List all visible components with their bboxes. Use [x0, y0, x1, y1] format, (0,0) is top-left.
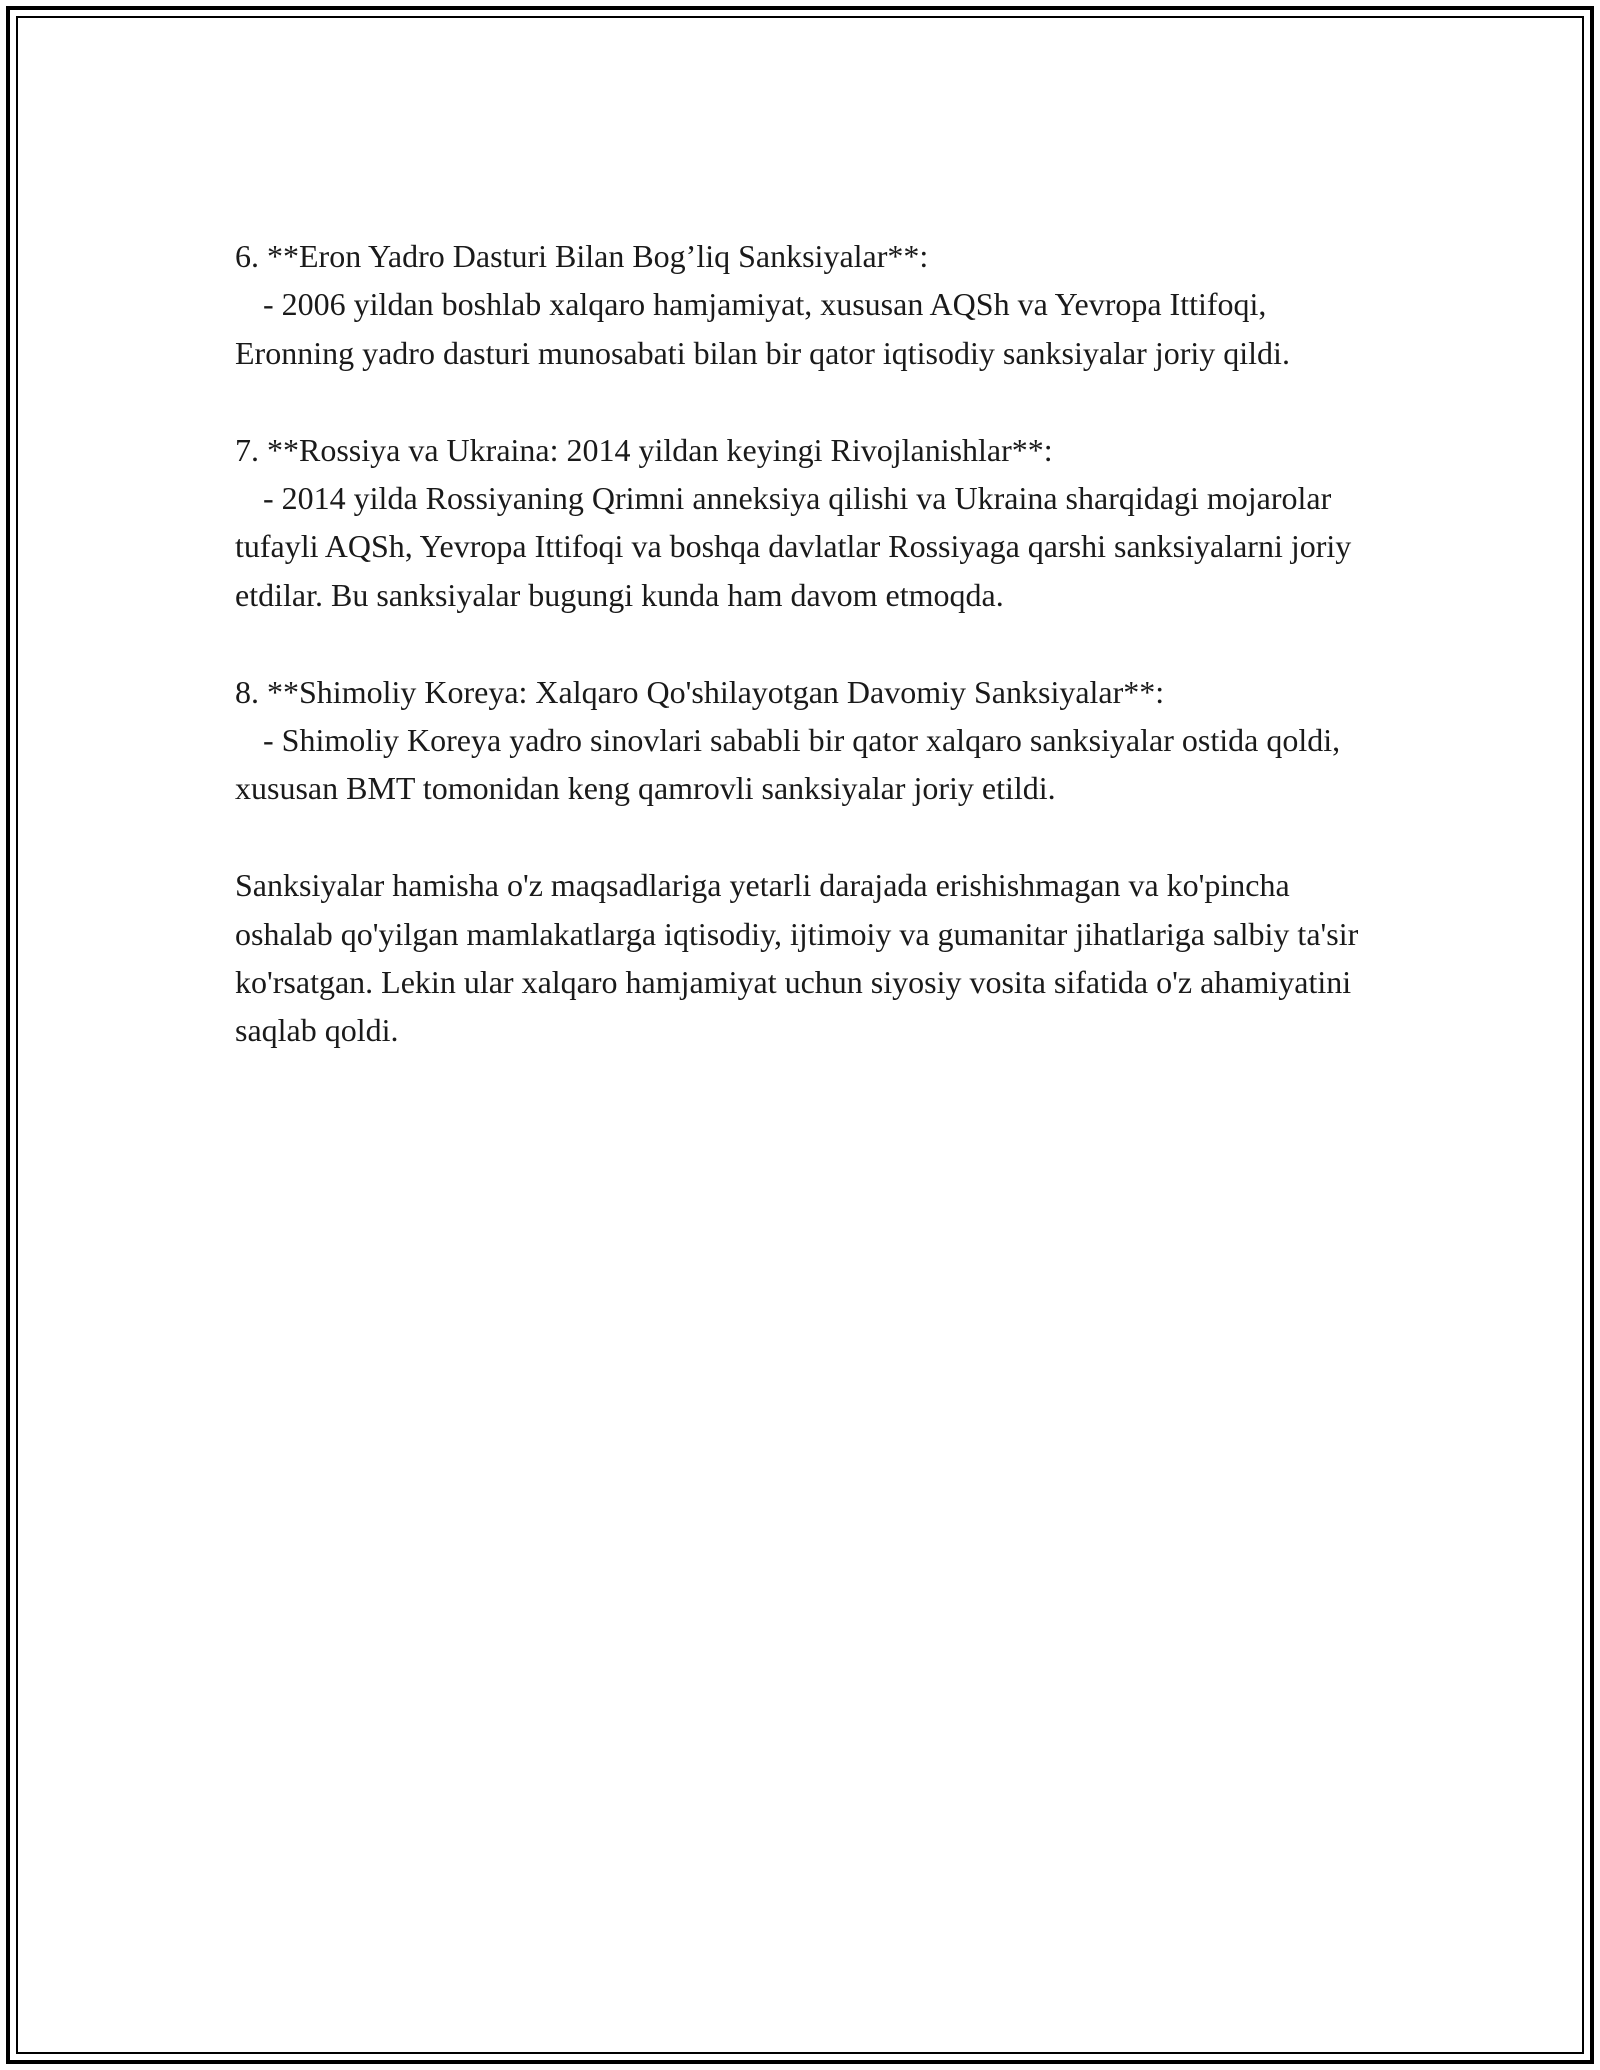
- section-body: - Shimoliy Koreya yadro sinovlari sababli bir qator xalqaro sanksiyalar ostida qoldi, xususan BMT tomonidan keng qamrovli sanksiyalar joriy etildi.: [235, 722, 1341, 807]
- section-north-korea: [235, 668, 1375, 813]
- section-russia-ukraine: [235, 426, 1375, 620]
- section-iran-sanctions: [235, 232, 1375, 377]
- closing-paragraph: Sanksiyalar hamisha o'z maqsadlariga yetarli darajada erishishmagan va ko'pincha oshalab qo'yilgan mamlakatlarga iqtisodiy, ijtimoiy va gumanitar jihatlariga salbiy ta'sir ko'rsatgan. Lekin ular xalqaro hamjamiyat uchun siyosiy vosita sifatida o'z ahamiyatini saqlab qoldi.: [235, 867, 1359, 1049]
- section-body: - 2006 yildan boshlab xalqaro hamjamiyat, xususan AQSh va Yevropa Ittifoqi, Eronning yadro dasturi munosabati bilan bir qator iqtisodiy sanksiyalar joriy qildi.: [235, 286, 1290, 371]
- section-body: - 2014 yilda Rossiyaning Qrimni anneksiya qilishi va Ukraina sharqidagi mojarolar tufayli AQSh, Yevropa Ittifoqi va boshqa davlatlar Rossiyaga qarshi sanksiyalarni joriy etdilar. Bu sanksiyalar bugungi kunda ham davom etmoqda.: [235, 480, 1352, 613]
- section-heading: 7. **Rossiya va Ukraina: 2014 yildan keyingi Rivojlanishlar**:: [235, 431, 1053, 468]
- document-body: [235, 232, 1375, 1055]
- section-heading: 8. **Shimoliy Koreya: Xalqaro Qo'shilayotgan Davomiy Sanksiyalar**:: [235, 673, 1165, 710]
- section-heading: 6. **Eron Yadro Dasturi Bilan Bog’liq Sanksiyalar**:: [235, 238, 929, 274]
